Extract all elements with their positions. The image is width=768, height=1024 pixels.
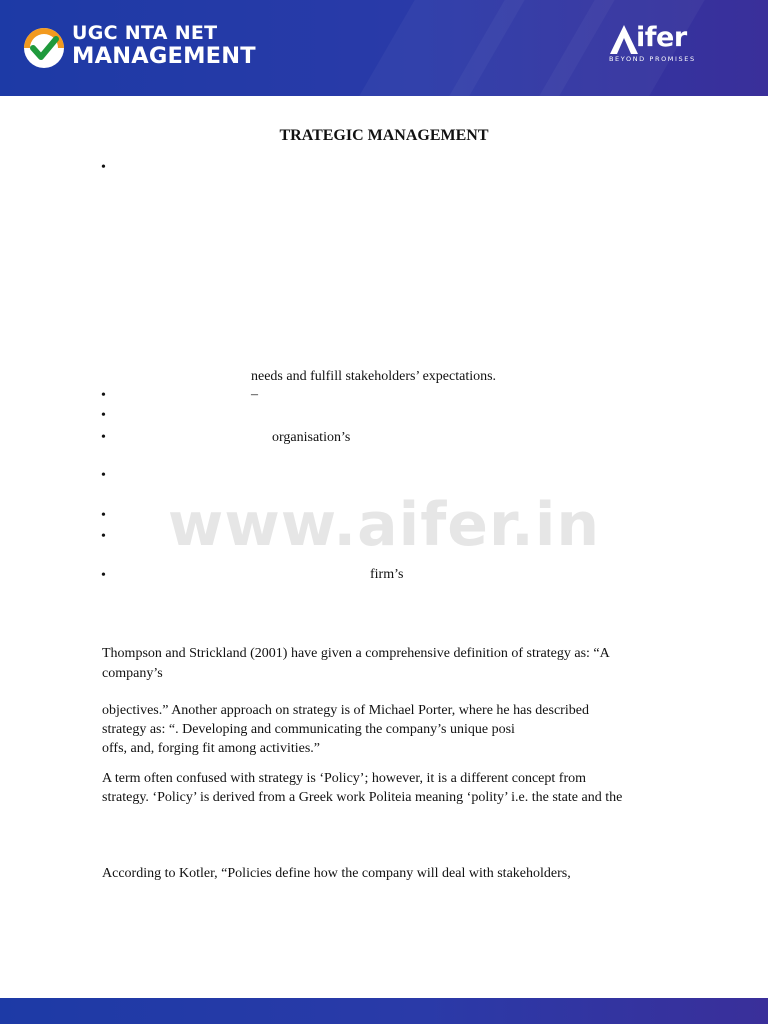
bullet-2: • xyxy=(101,388,106,403)
check-badge-icon xyxy=(22,26,66,70)
footer-band xyxy=(0,998,768,1024)
text-firm: firm’s xyxy=(370,567,404,582)
paragraph-porter-line-3: offs, and, forging fit among activities.” xyxy=(102,741,320,756)
bullet-7: • xyxy=(101,529,106,544)
document-title: TRATEGIC MANAGEMENT xyxy=(279,127,489,144)
aifer-logo xyxy=(608,22,738,66)
paragraph-thompson-line-1: Thompson and Strickland (2001) have given a comprehensive definition of strategy as: “A xyxy=(102,646,610,661)
paragraph-porter-line-1: objectives.” Another approach on strategy is of Michael Porter, where he has described xyxy=(102,703,589,718)
bullet-5: • xyxy=(101,468,106,483)
aifer-tagline: BEYOND PROMISES xyxy=(609,55,696,63)
text-organisation: organisation’s xyxy=(272,430,351,445)
paragraph-thompson-line-2: company’s xyxy=(102,666,163,681)
bullet-1: • xyxy=(101,160,106,175)
paragraph-policy-line-2: strategy. ‘Policy’ is derived from a Greek work Politeia meaning ‘polity’ i.e. the state and the xyxy=(102,790,623,805)
header-banner xyxy=(0,0,768,96)
bullet-6: • xyxy=(101,508,106,523)
paragraph-kotler: According to Kotler, “Policies define how the company will deal with stakeholders, xyxy=(102,866,571,881)
bullet-3: • xyxy=(101,408,106,423)
bullet-8: • xyxy=(101,568,106,583)
paragraph-policy-line-1: A term often confused with strategy is ‘Policy’; however, it is a different concept from xyxy=(102,771,586,786)
aifer-logo-word: ifer xyxy=(636,22,687,53)
text-dash: – xyxy=(251,387,258,402)
bullet-4: • xyxy=(101,430,106,445)
text-stakeholders: needs and fulfill stakeholders’ expectations. xyxy=(251,369,497,384)
paragraph-porter-line-2: strategy as: “. Developing and communicating the company’s unique posi xyxy=(102,722,515,737)
watermark: www.aifer.in xyxy=(167,490,601,560)
brand-line-1: UGC NTA NET xyxy=(72,22,218,44)
brand-line-2: MANAGEMENT xyxy=(72,43,256,69)
